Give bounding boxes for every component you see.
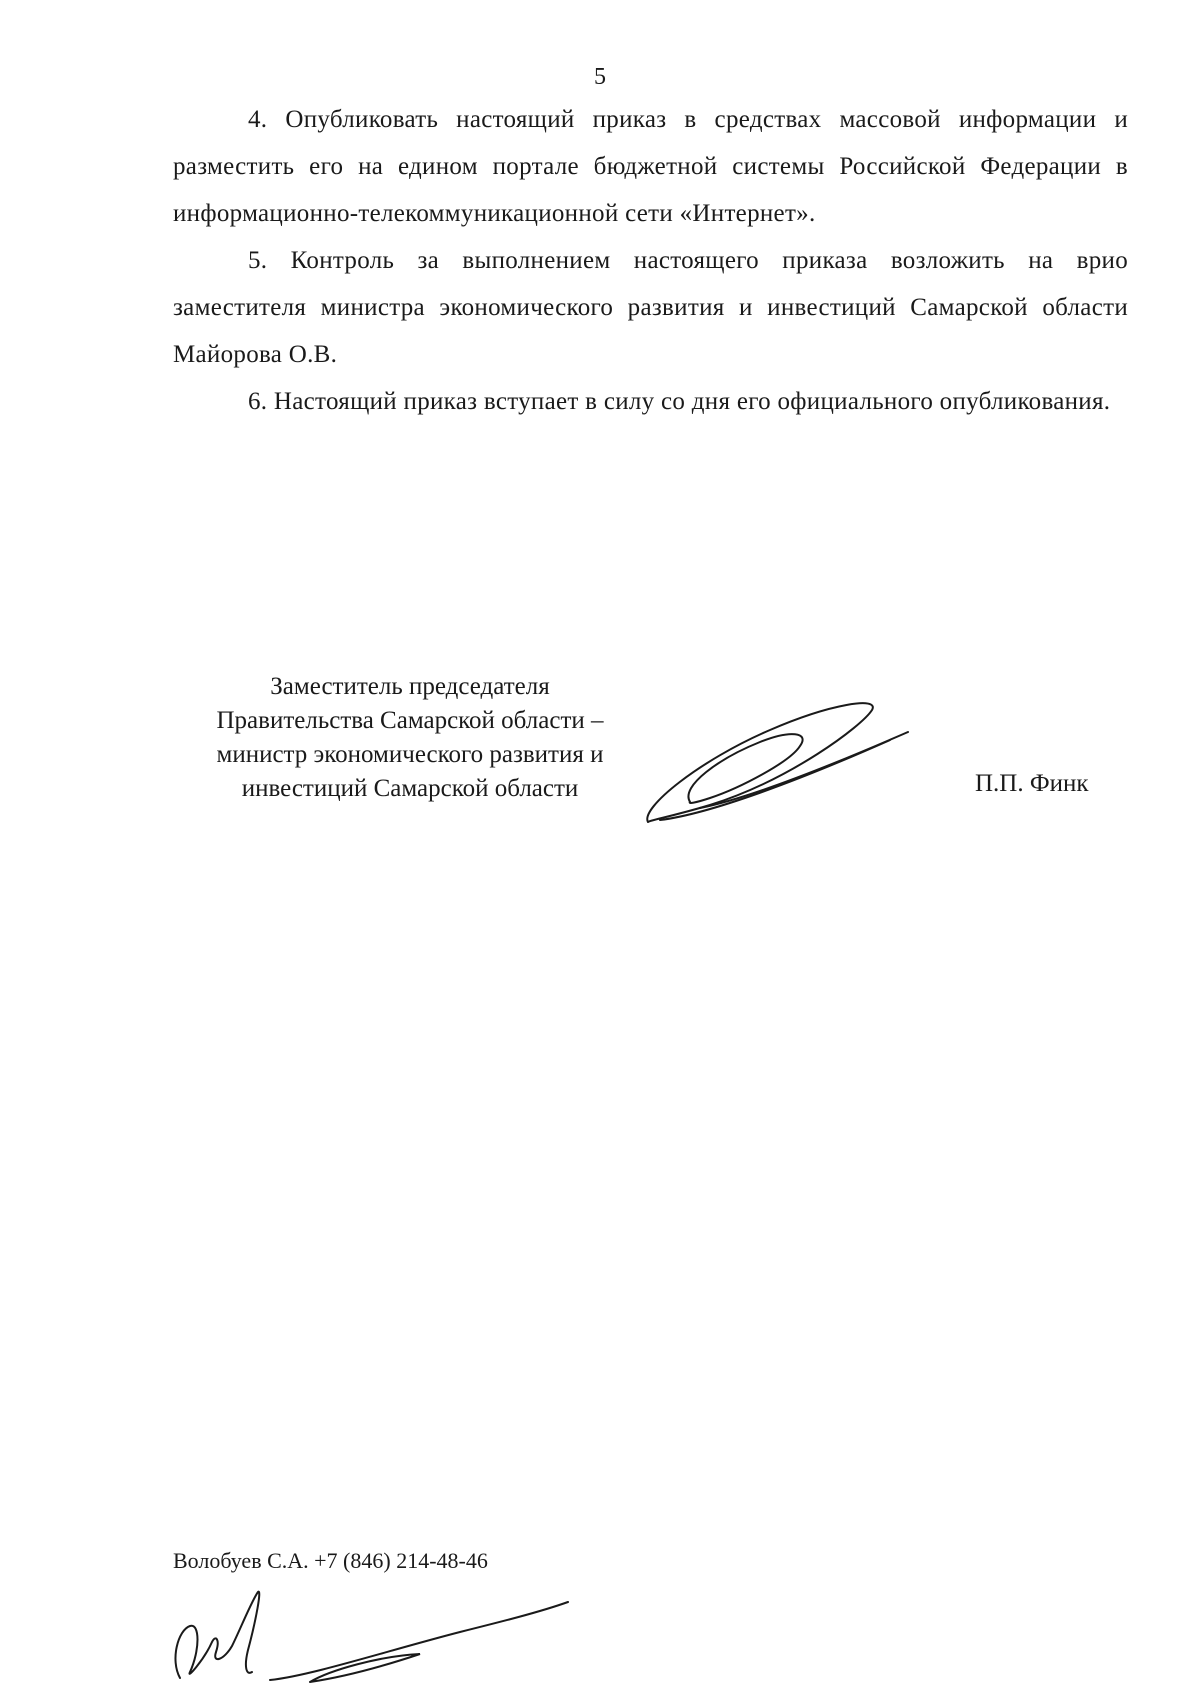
- handwritten-initials: [160, 1580, 580, 1690]
- document-body: [173, 96, 1128, 425]
- paragraph-4: 4. Опубликовать настоящий приказ в средствах массовой информации и разместить его на едином портале бюджетной системы Российской Федерации в информационно-телекоммуникационной сети «Интернет».: [173, 106, 1128, 227]
- signatory-title-line: Правительства Самарской области –: [216, 707, 604, 734]
- initials-letters: [175, 1592, 259, 1678]
- handwritten-signature: [640, 690, 920, 830]
- paragraph-5: 5. Контроль за выполнением настоящего приказа возложить на врио заместителя министра экономического развития и инвестиций Самарской области Майорова О.В.: [173, 247, 1128, 368]
- signatory-title-line: инвестиций Самарской области: [241, 775, 579, 802]
- executor-contact: Волобуев С.А. +7 (846) 214-48-46: [173, 1548, 488, 1573]
- page-number: 5: [594, 64, 606, 90]
- signature-tail: [700, 732, 908, 808]
- paragraph-6: 6. Настоящий приказ вступает в силу со дня его официального опубликования.: [248, 388, 1111, 415]
- signatory-title-line: Заместитель председателя: [270, 673, 550, 700]
- signatory-title: [170, 670, 650, 806]
- signatory-name: П.П. Финк: [975, 770, 1089, 797]
- signature-stroke: [660, 740, 890, 820]
- initials-stroke: [270, 1602, 568, 1680]
- signatory-title-line: министр экономического развития и: [216, 741, 604, 768]
